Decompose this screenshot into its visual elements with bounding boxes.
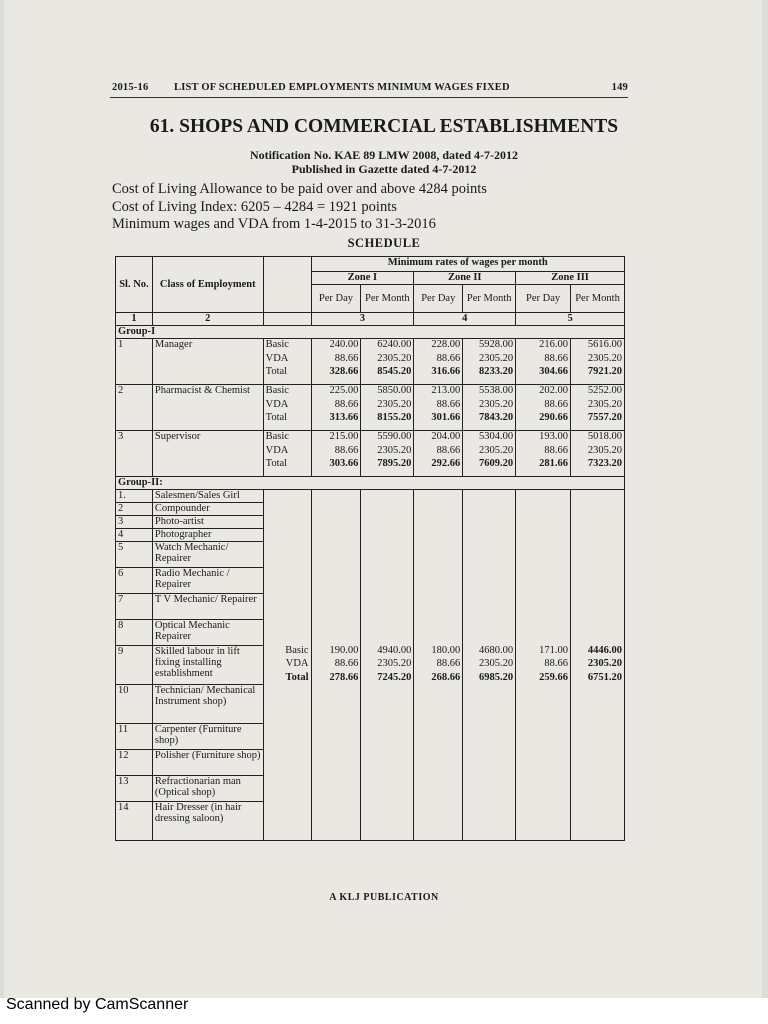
rate-vda: 88.66 [436, 444, 461, 456]
rate-cell [361, 339, 414, 385]
rate-basic: 4446.00 [587, 644, 622, 656]
rate-cell [361, 431, 414, 477]
rate-vda: 2305.20 [377, 398, 412, 410]
rate-total: 7609.20 [479, 458, 514, 469]
rate-basic: 5538.00 [479, 385, 514, 396]
rate-total: 7557.20 [587, 412, 622, 423]
employment-class: Compounder [152, 503, 263, 516]
rate-basic: 171.00 [539, 644, 568, 656]
schedule-label: SCHEDULE [347, 236, 421, 250]
header-rule [110, 97, 628, 98]
col-num: 3 [311, 313, 414, 326]
employment-class: Photographer [152, 529, 263, 542]
rate-basic: 5850.00 [377, 385, 412, 396]
table-row [116, 490, 625, 503]
rate-labels [263, 339, 311, 385]
group-label-row [116, 477, 625, 490]
sl-no: 2 [116, 503, 153, 516]
employment-class: Salesmen/Sales Girl [152, 490, 263, 503]
sl-no: 7 [116, 594, 153, 620]
employment-class: Photo-artist [152, 516, 263, 529]
rate-label: Total [285, 671, 309, 683]
rate-cell [571, 385, 625, 431]
rate-basic: 5252.00 [587, 385, 622, 396]
info-line-3: Minimum wages and VDA from 1-4-2015 to 31-3-2016 [112, 216, 436, 232]
rate-basic: 202.00 [539, 385, 568, 396]
rate-cell [414, 339, 463, 385]
notification-line-2: Published in Gazette dated 4-7-2012 [291, 162, 477, 176]
sl-no: 3 [116, 516, 153, 529]
col-num: 2 [152, 313, 263, 326]
rate-cell [571, 490, 625, 841]
employment-class: Hair Dresser (in hair dressing saloon) [152, 802, 263, 841]
rate-cell [311, 385, 361, 431]
header-min-rates: Minimum rates of wages per month [311, 257, 624, 272]
header-per-month: Per Month [463, 285, 516, 313]
rate-basic: 204.00 [431, 431, 461, 442]
rate-vda: 2305.20 [479, 352, 514, 364]
col-num: 1 [116, 313, 153, 326]
notification [0, 148, 768, 176]
rate-cell [516, 385, 571, 431]
rate-total: 8155.20 [377, 412, 412, 423]
rate-vda: 88.66 [436, 398, 461, 410]
employment-class: Technician/ Mechanical Instrument shop) [152, 685, 263, 724]
rate-total: 7895.20 [377, 458, 412, 469]
info-line-1: Cost of Living Allowance to be paid over and above 4284 points [112, 181, 487, 197]
sl-no: 12 [116, 750, 153, 776]
sl-no: 13 [116, 776, 153, 802]
header-zone-2: Zone II [414, 272, 516, 285]
rate-vda: 88.66 [334, 658, 359, 670]
rate-cell [414, 490, 463, 841]
rate-labels [263, 385, 311, 431]
col-num: 5 [516, 313, 625, 326]
group-label-row [116, 326, 625, 339]
rate-cell [463, 431, 516, 477]
rate-basic: 5590.00 [377, 431, 412, 442]
rate-total: 292.66 [431, 458, 461, 469]
info-block [112, 181, 487, 234]
rate-vda: 88.66 [436, 658, 461, 670]
rate-cell [463, 339, 516, 385]
employment-class: Pharmacist & Chemist [152, 385, 263, 431]
rate-vda: 88.66 [544, 658, 568, 670]
sl-no: 9 [116, 646, 153, 685]
footer-publisher: A KLJ PUBLICATION [329, 892, 439, 903]
header-blank [263, 257, 311, 313]
group-1-label: Group-I [116, 326, 625, 339]
rate-cell [311, 490, 361, 841]
rate-vda: 88.66 [544, 398, 568, 410]
rate-cell [414, 385, 463, 431]
notification-line-1: Notification No. KAE 89 LMW 2008, dated 4-7-2012 [249, 148, 519, 162]
rate-vda: 88.66 [334, 444, 359, 456]
rate-total: 7323.20 [587, 458, 622, 469]
rate-basic: 228.00 [431, 339, 461, 350]
rate-vda: 2305.20 [377, 352, 412, 364]
employment-class: Watch Mechanic/ Repairer [152, 542, 263, 568]
header-per-month: Per Month [571, 285, 625, 313]
rate-vda: 2305.20 [479, 398, 514, 410]
sl-no: 14 [116, 802, 153, 841]
rate-vda: 2305.20 [587, 352, 622, 364]
header-per-month: Per Month [361, 285, 414, 313]
employment-class: Supervisor [152, 431, 263, 477]
employment-class: T V Mechanic/ Repairer [152, 594, 263, 620]
scanner-watermark: Scanned by CamScanner [6, 996, 189, 1013]
col-num: 4 [414, 313, 516, 326]
col-num-blank [263, 313, 311, 326]
rate-vda: 88.66 [334, 352, 359, 364]
table-row [116, 385, 625, 431]
sl-no: 10 [116, 685, 153, 724]
wages-table [115, 256, 625, 841]
rate-basic: 215.00 [329, 431, 359, 442]
rate-basic: 5928.00 [479, 339, 514, 350]
sl-no: 1. [116, 490, 153, 503]
rate-total: 304.66 [539, 366, 568, 377]
rate-total: 7921.20 [587, 366, 622, 377]
rate-cell [414, 431, 463, 477]
rate-total: 259.66 [539, 671, 568, 683]
rate-total: 8545.20 [377, 366, 412, 377]
header-zone-3: Zone III [516, 272, 625, 285]
employment-class: Optical Mechanic Repairer [152, 620, 263, 646]
employment-class: Refractionarian man (Optical shop) [152, 776, 263, 802]
rate-basic: 5018.00 [587, 431, 622, 442]
rate-total: 301.66 [431, 412, 461, 423]
header-class: Class of Employment [152, 257, 263, 313]
header-year: 2015-16 [112, 82, 149, 93]
rate-basic: 190.00 [329, 644, 359, 656]
rate-total: 281.66 [539, 458, 568, 469]
table-row [116, 339, 625, 385]
employment-class: Radio Mechanic / Repairer [152, 568, 263, 594]
employment-class: Skilled labour in lift fixing installing establishment [152, 646, 263, 685]
rate-basic: 6240.00 [377, 339, 412, 350]
sl-no: 3 [116, 431, 153, 477]
rate-basic: 216.00 [539, 339, 568, 350]
rate-basic: 180.00 [431, 644, 461, 656]
employment-class: Carpenter (Furniture shop) [152, 724, 263, 750]
rate-total: 268.66 [431, 671, 461, 683]
rate-vda: 2305.20 [587, 398, 622, 410]
page-title: 61. SHOPS AND COMMERCIAL ESTABLISHMENTS [149, 116, 619, 137]
rate-labels [263, 490, 311, 841]
rate-cell [571, 339, 625, 385]
info-line-2: Cost of Living Index: 6205 – 4284 = 1921 points [112, 198, 397, 215]
header-title: LIST OF SCHEDULED EMPLOYMENTS MINIMUM WAGES FIXED [174, 82, 510, 93]
rate-cell [361, 490, 414, 841]
rate-basic: 193.00 [539, 431, 568, 442]
employment-class: Manager [152, 339, 263, 385]
rate-total: 316.66 [431, 366, 461, 377]
rate-total: 7245.20 [377, 671, 412, 683]
rate-label: VDA [265, 352, 289, 364]
sl-no: 11 [116, 724, 153, 750]
rate-basic: 4680.00 [479, 644, 514, 656]
rate-label: VDA [285, 658, 309, 670]
rate-cell [516, 490, 571, 841]
sl-no: 4 [116, 529, 153, 542]
rate-label: Total [265, 458, 288, 469]
sl-no: 2 [116, 385, 153, 431]
rate-labels [263, 431, 311, 477]
rate-label: VDA [265, 398, 289, 410]
rate-basic: 5304.00 [479, 431, 514, 442]
rate-basic: 5616.00 [587, 339, 622, 350]
sl-no: 6 [116, 568, 153, 594]
rate-cell [463, 490, 516, 841]
rate-total: 6985.20 [479, 671, 514, 683]
rate-label: Basic [285, 644, 309, 656]
rate-total: 8233.20 [479, 366, 514, 377]
rate-vda: 2305.20 [479, 444, 514, 456]
rate-label: Basic [265, 385, 289, 396]
sl-no: 5 [116, 542, 153, 568]
rate-cell [516, 431, 571, 477]
column-number-row [116, 313, 625, 326]
rate-total: 313.66 [329, 412, 359, 423]
rate-vda: 2305.20 [377, 444, 412, 456]
rate-cell [516, 339, 571, 385]
rate-basic: 4940.00 [377, 644, 412, 656]
rate-vda: 88.66 [436, 352, 461, 364]
rate-vda: 88.66 [334, 398, 359, 410]
header-per-day: Per Day [311, 285, 361, 313]
rate-total: 7843.20 [479, 412, 514, 423]
rate-total: 303.66 [329, 458, 359, 469]
rate-vda: 2305.20 [587, 658, 622, 670]
rate-label: VDA [265, 444, 289, 456]
rate-vda: 88.66 [544, 444, 568, 456]
rate-basic: 225.00 [329, 385, 359, 396]
header-row [116, 257, 625, 272]
rate-vda: 2305.20 [587, 444, 622, 456]
rate-total: 290.66 [539, 412, 568, 423]
sl-no: 1 [116, 339, 153, 385]
header-per-day: Per Day [414, 285, 463, 313]
rate-cell [361, 385, 414, 431]
rate-cell [463, 385, 516, 431]
rate-cell [311, 339, 361, 385]
rate-label: Basic [265, 339, 289, 350]
table-row [116, 431, 625, 477]
rate-label: Total [265, 412, 288, 423]
sl-no: 8 [116, 620, 153, 646]
rate-label: Basic [265, 431, 289, 442]
header-zone-1: Zone I [311, 272, 414, 285]
rate-cell [571, 431, 625, 477]
rate-total: 328.66 [329, 366, 359, 377]
rate-vda: 2305.20 [479, 658, 514, 670]
group-2-label: Group-II: [116, 477, 625, 490]
rate-vda: 2305.20 [377, 658, 412, 670]
rate-basic: 240.00 [329, 339, 359, 350]
rate-basic: 213.00 [431, 385, 461, 396]
rate-total: 6751.20 [587, 671, 622, 683]
rate-cell [311, 431, 361, 477]
header-sl-no: Sl. No. [116, 257, 153, 313]
rate-total: 278.66 [329, 671, 359, 683]
rate-vda: 88.66 [544, 352, 568, 364]
page-number: 149 [611, 82, 628, 93]
employment-class: Polisher (Furniture shop) [152, 750, 263, 776]
header-per-day: Per Day [516, 285, 571, 313]
rate-label: Total [265, 366, 288, 377]
